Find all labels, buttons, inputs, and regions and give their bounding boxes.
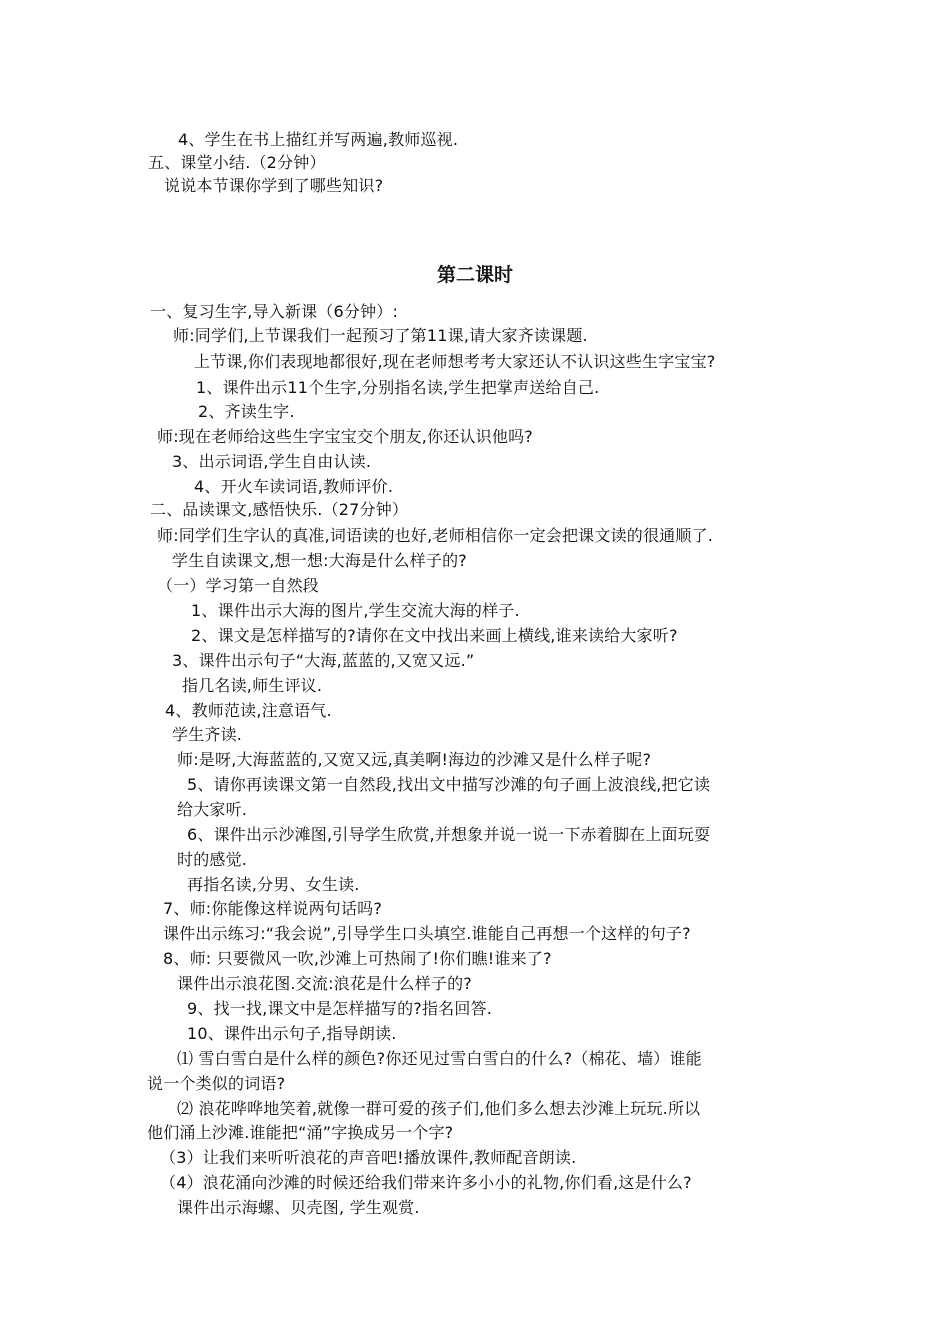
text-line: 课件出示练习:“我会说”,引导学生口头填空.谁能自己再想一个这样的句子? — [163, 924, 691, 943]
text-line: 6、课件出示沙滩图,引导学生欣赏,并想象并说一说一下赤着脚在上面玩耍 — [187, 825, 711, 844]
text-line: 说一个类似的词语? — [147, 1074, 286, 1093]
text-line: 2、课文是怎样描写的?请你在文中找出来画上横线,谁来读给大家听? — [191, 626, 678, 645]
text-line: 师:现在老师给这些生字宝宝交个朋友,你还认识他吗? — [157, 427, 533, 446]
text-line: 1、课件出示11个生字,分别指名读,学生把掌声送给自己. — [196, 378, 600, 397]
text-line: 8、师: 只要微风一吹,沙滩上可热闹了!你们瞧!谁来了? — [163, 949, 552, 968]
text-line: （4）浪花涌向沙滩的时候还给我们带来许多小小的礼物,你们看,这是什么? — [160, 1173, 692, 1192]
section-heading: 二、品读课文,感悟快乐.（27分钟） — [150, 500, 409, 519]
text-line: 3、课件出示句子“大海,蓝蓝的,又宽又远.” — [172, 651, 475, 670]
text-line: 学生自读课文,想一想:大海是什么样子的? — [172, 551, 467, 570]
text-line: 课件出示海螺、贝壳图, 学生观赏. — [177, 1198, 420, 1217]
text-line: ⑵ 浪花哗哗地笑着,就像一群可爱的孩子们,他们多么想去沙滩上玩玩.所以 — [177, 1099, 701, 1118]
text-line: 时的感觉. — [177, 850, 248, 869]
text-line: 他们涌上沙滩.谁能把“涌”字换成另一个字? — [147, 1123, 454, 1142]
text-line: 给大家听. — [177, 800, 248, 819]
text-line: 师:是呀,大海蓝蓝的,又宽又远,真美啊!海边的沙滩又是什么样子呢? — [177, 750, 652, 769]
text-line: 1、课件出示大海的图片,学生交流大海的样子. — [191, 601, 520, 620]
section-heading: 一、复习生字,导入新课（6分钟）: — [150, 302, 399, 321]
text-line: 课件出示浪花图.交流:浪花是什么样子的? — [177, 974, 472, 993]
text-line: 2、齐读生字. — [198, 402, 295, 421]
text-line: 指几名读,师生评议. — [182, 676, 323, 695]
text-line: 9、找一找,课文中是怎样描写的?指名回答. — [187, 999, 493, 1018]
text-line: 师:同学们,上节课我们一起预习了第11课,请大家齐读课题. — [173, 326, 588, 345]
text-line: 师:同学们生字认的真准,词语读的也好,老师相信你一定会把课文读的很通顺了. — [157, 526, 714, 545]
text-line: （3）让我们来听听浪花的声音吧!播放课件,教师配音朗读. — [160, 1148, 577, 1167]
text-line: 7、师:你能像这样说两句话吗? — [163, 899, 383, 918]
section-title: 第二课时 — [436, 264, 513, 286]
text-line: 再指名读,分男、女生读. — [187, 875, 360, 894]
text-line: 上节课,你们表现地都很好,现在老师想考考大家还认不认识这些生字宝宝? — [194, 352, 716, 371]
text-line: 学生齐读. — [172, 725, 243, 744]
text-line: 10、课件出示句子,指导朗读. — [187, 1024, 397, 1043]
text-line: 说说本节课你学到了哪些知识? — [164, 176, 384, 195]
section-heading: 五、课堂小结.（2分钟） — [148, 153, 326, 172]
text-line: ⑴ 雪白雪白是什么样的颜色?你还见过雪白雪白的什么?（棉花、墙）谁能 — [177, 1049, 702, 1068]
text-line: 4、教师范读,注意语气. — [165, 701, 332, 720]
text-line: 4、开火车读词语,教师评价. — [194, 477, 394, 496]
subsection-heading: （一）学习第一自然段 — [157, 576, 320, 595]
text-line: 4、学生在书上描红并写两遍,教师巡视. — [178, 130, 459, 149]
text-line: 3、出示词语,学生自由认读. — [172, 452, 372, 471]
text-line: 5、请你再读课文第一自然段,找出文中描写沙滩的句子画上波浪线,把它读 — [187, 775, 711, 794]
